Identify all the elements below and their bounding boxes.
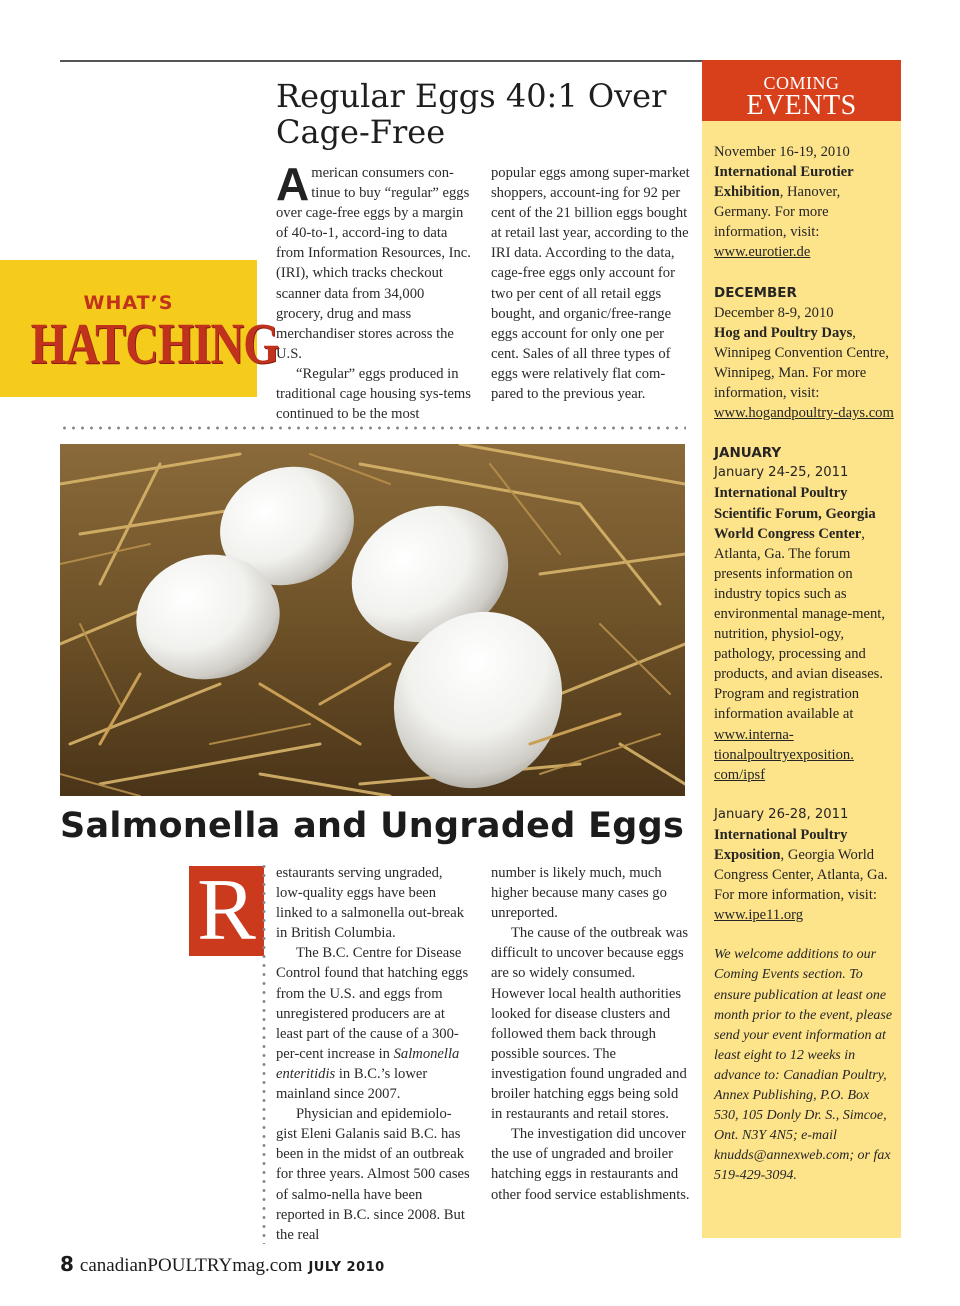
drop-cap-r: R: [189, 866, 264, 956]
section-tag-hatching: HATCHING: [30, 311, 279, 376]
footer-site: canadianPOULTRYmag.com: [79, 1255, 303, 1276]
page-number: 8: [60, 1252, 74, 1276]
section-tag-whats: WHAT’S: [83, 292, 174, 314]
article1-column-2: popular eggs among super-market shoppers, account-ing for 92 per cent of the 21 billion eggs bought at retail last year, according to the IRI data. According to the data, cage-free eggs only account for two per cent of all retail eggs bought, and organic/free-range eggs account for only one per cent. Sales of all three types of eggs were relatively flat com-pared to the previous year.: [491, 165, 690, 403]
footer-issue: JULY 2010: [308, 1260, 385, 1275]
submission-note: We welcome additions to our Coming Events section. To ensure publication at least one month prior to the event, please send your event information at least eight to 12 weeks in advance to: Canadian Poultry, Annex Publishing, P.O. Box 530, 105 Donly Dr. S., Simcoe, Ont. N3Y 4N5; e-mail knudds@annexweb.com; or fax 519-429-3094.: [714, 947, 893, 1184]
events-list: [714, 142, 896, 1187]
event-poultry-exposition: January 26-28, 2011 International Poultry Exposition, Georgia World Congress Center, Atlanta, Ga. For more information, visit: www.ipe11.org: [714, 806, 888, 924]
hogandpoultry-link[interactable]: www.hogandpoultry-days.com: [714, 405, 894, 422]
page-footer: [60, 1252, 560, 1277]
event-hog-poultry-days: DECEMBER December 8-9, 2010 Hog and Poultry Days, Winnipeg Convention Centre, Winnipeg, Man. For more information, visit: www.hogandpoultry-days.com: [714, 284, 894, 422]
article1-headline: Regular Eggs 40:1 Over Cage-Free: [276, 77, 667, 151]
coming-events-header: COMING EVENTS: [702, 60, 901, 121]
article2-column-2: number is likely much, much higher because many cases go unreported. The cause of the outbreak was difficult to uncover because eggs are so widely consumed. However local health authorities looked for disease clusters and followed them back through possible sources. The investigation found ungraded and broiler hatching eggs being sold in restaurants and retail stores. The investigation did uncover the use of ungraded and broiler hatching eggs in restaurants and other food service establishments.: [491, 865, 690, 1203]
article2-headline: Salmonella and Ungraded Eggs: [60, 806, 685, 846]
article2-column-1: estaurants serving ungraded, low-quality eggs have been linked to a salmonella out-break in British Columbia. The B.C. Centre for Disease Control found that hatching eggs from the U.S. and eggs from unregistered producers are at least part of the cause of a 300-per-cent increase in Salmonella enteritidis in B.C.’s lower mainland since 2007. Physician and epidemiolo-gist Eleni Galanis said B.C. has been in the midst of an outbreak for three years. Almost 500 cases of salmo-nella have been reported in B.C. since 2008. But the real: [276, 865, 470, 1243]
dotted-vertical-divider: [261, 862, 267, 1244]
ipe11-link[interactable]: www.ipe11.org: [714, 907, 804, 924]
drop-cap-a: A: [276, 158, 310, 210]
ipsf-link[interactable]: www.interna-tionalpoultryexposition. com/ipsf: [714, 726, 854, 783]
event-scientific-forum: JANUARY January 24-25, 2011 International Poultry Scientific Forum, Georgia World Congress Center, Atlanta, Ga. The forum presents information on industry topics such as environmental manage-ment, nutrition, physiol-ogy, pathology, processing and products, and avian diseases. Program and registration information available at www.interna-tionalpoultryexposition. com/ipsf: [714, 445, 886, 783]
event-eurotier: November 16-19, 2010 International Eurotier Exhibition, Hanover, Germany. For more information, visit: www.eurotier.de: [714, 144, 854, 261]
dotted-divider: [60, 426, 686, 430]
top-rule: [60, 60, 702, 62]
eurotier-link[interactable]: www.eurotier.de: [714, 244, 811, 261]
eggs-photo: [60, 444, 685, 796]
article1-column-1: American consumers con- tinue to buy “regular” eggs over cage-free eggs by a margin of 40-to-1, accord-ing to data from Information Resources, Inc. (IRI), which tracks checkout scanner data from 34,000 grocery, drug and mass merchandiser stores across the U.S. “Regular” eggs produced in traditional cage housing sys-tems continued to be the most: [276, 158, 471, 423]
